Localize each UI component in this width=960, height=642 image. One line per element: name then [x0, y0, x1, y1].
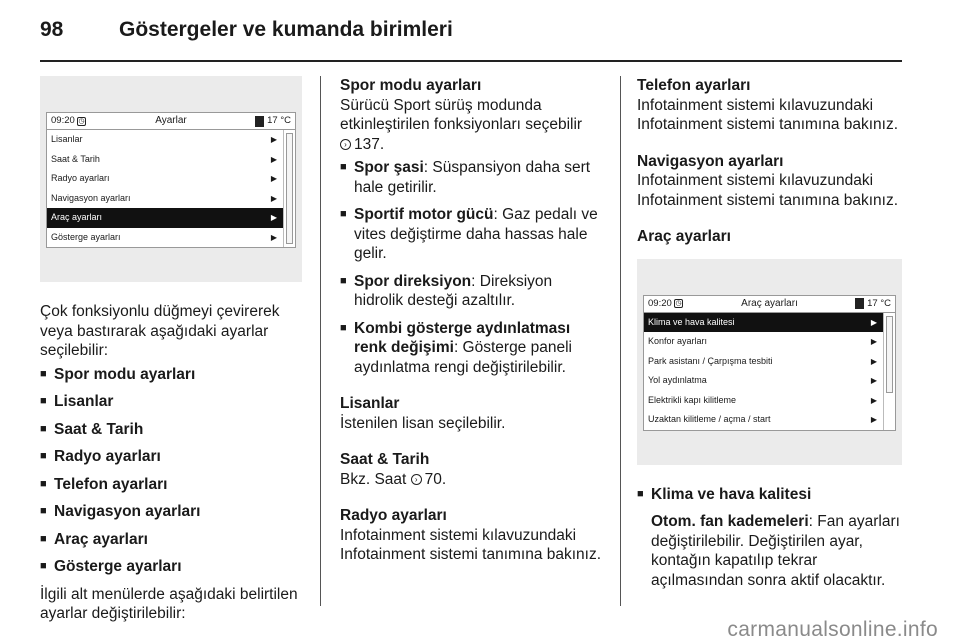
thermometer-icon — [255, 116, 264, 127]
vehicle-settings-screen-image — [637, 259, 902, 465]
section-heading: Saat & Tarih — [340, 451, 430, 468]
chevron-right-icon: ▶ — [870, 337, 877, 346]
section-text: Infotainment sistemi kılavuzundaki Infotainment sistemi tanımına bakınız. — [637, 172, 899, 209]
screen-scrollbar[interactable] — [883, 313, 895, 430]
menu-item[interactable]: Uzaktan kilitleme / açma / start ▶ — [644, 410, 883, 430]
list-item: ■ Spor şasi: Süspansiyon daha sert hale getirilir. — [340, 158, 602, 197]
list-item: ■ Saat & Tarih — [40, 420, 302, 440]
page-title: Göstergeler ve kumanda birimleri — [119, 18, 453, 41]
section-text: İstenilen lisan seçilebilir. — [340, 414, 506, 432]
fan-setting-text: Otom. fan kademeleri: Fan ayarları değiştirilebilir. Değiştirilen ayar, kontağın kapatılıp tekrar açılmasından sonra aktif olacaktır. — [651, 513, 900, 589]
section-heading: Radyo ayarları — [340, 507, 447, 524]
page-reference-icon: › — [411, 474, 422, 485]
chevron-right-icon: ▶ — [870, 317, 877, 327]
scrollbar-thumb[interactable] — [286, 133, 293, 244]
clock-icon: ◷ — [78, 117, 85, 125]
section-heading: Navigasyon ayarları — [637, 152, 784, 170]
page-header — [40, 18, 902, 58]
menu-item[interactable]: Navigasyon ayarları ▶ — [47, 189, 283, 209]
menu-item[interactable]: Yol aydınlatma ▶ — [644, 371, 883, 391]
menu-item-selected[interactable]: Araç ayarları ▶ — [47, 208, 283, 228]
list-item: ■ Gösterge ayarları — [40, 557, 302, 577]
menu-item[interactable]: Radyo ayarları ▶ — [47, 169, 283, 189]
settings-screen-image — [40, 76, 302, 282]
chevron-right-icon: ▶ — [270, 213, 277, 222]
header-rule — [40, 60, 902, 62]
chevron-right-icon: ▶ — [870, 395, 877, 405]
watermark: carmanualsonline.info — [727, 618, 938, 641]
sport-options-list — [340, 158, 602, 377]
screen-menu-list — [47, 130, 283, 247]
section-heading: Lisanlar — [340, 395, 400, 412]
menu-item[interactable]: Lisanlar ▶ — [47, 130, 283, 150]
list-item: ■ Spor modu ayarları — [40, 365, 302, 385]
chevron-right-icon: ▶ — [870, 356, 877, 366]
display-screen — [643, 295, 896, 431]
list-item: ■ Sportif motor gücü: Gaz pedalı ve vites değiştirme daha hassas hale gelir. — [340, 205, 602, 264]
screen-time: 09:20 — [648, 297, 672, 309]
list-item: ■ Kombi gösterge aydınlatması renk değişimi: Gösterge paneli aydınlatma rengi değiştirilebilir. — [340, 319, 602, 378]
chevron-right-icon: ▶ — [870, 376, 877, 385]
settings-list — [40, 365, 302, 577]
menu-item[interactable]: Saat & Tarih ▶ — [47, 150, 283, 170]
screen-menu-list — [644, 313, 883, 430]
page-reference[interactable]: 70. — [424, 470, 447, 488]
clock-icon: ◷ — [675, 300, 682, 307]
screen-temp: 17 °C — [867, 297, 891, 309]
scrollbar-thumb[interactable] — [886, 316, 893, 394]
section-text: Infotainment sistemi kılavuzundaki Infotainment sistemi tanımına bakınız. — [340, 526, 602, 563]
intro-text: Çok fonksiyonlu düğmeyi çevirerek veya bastırarak aşağıdaki ayarlar seçilebilir: — [40, 303, 280, 359]
menu-item[interactable]: Gösterge ayarları ▶ — [47, 228, 283, 248]
page-reference-icon: › — [340, 139, 351, 150]
screen-temp: 17 °C — [267, 115, 291, 127]
screen-time: 09:20 — [51, 115, 75, 127]
section-text: Infotainment sistemi kılavuzundaki Infotainment sistemi tanımına bakınız. — [637, 96, 899, 133]
list-item: ■ Radyo ayarları — [40, 447, 302, 467]
list-item: ■ Navigasyon ayarları — [40, 502, 302, 522]
screen-status-bar — [47, 113, 295, 130]
vehicle-options-list — [637, 485, 902, 505]
column-2: Spor modu ayarları Sürücü Sport sürüş modunda etkinleştirilen fonksiyonları seçebilir › 137. ■ Spor şasi: Süspansiyon daha sert hale getirilir. ■ Sportif motor gücü: Gaz pedalı ve vites değiştirme daha hassas hale gelir. ■ Spor direksiyon: Direksiyon hidrolik desteği azaltılır. ■ Kombi gösterge aydınlatması renk değişimi: Gösterge paneli aydınlatma rengi değiştirilebilir. Lisanlar İstenilen lisan seçilebilir. Saat & Tarih Bkz. Saat › 70. Radyo ayarları Infotainment sistemi kılavuzundaki Infotainment sistemi tanımına bakınız. — [340, 76, 602, 582]
chevron-right-icon: ▶ — [270, 193, 277, 203]
thermometer-icon — [855, 298, 864, 309]
page-reference[interactable]: 137. — [354, 135, 385, 153]
menu-item-selected[interactable]: Klima ve hava kalitesi ▶ — [644, 313, 883, 333]
column-divider — [620, 76, 621, 606]
list-item: ■ Araç ayarları — [40, 530, 302, 550]
menu-item[interactable]: Konfor ayarları ▶ — [644, 332, 883, 352]
chevron-right-icon: ▶ — [270, 174, 277, 183]
screen-scrollbar[interactable] — [283, 130, 295, 247]
list-item: ■ Klima ve hava kalitesi — [637, 485, 902, 505]
screen-title: Araç ayarları — [741, 297, 798, 309]
column-divider — [320, 76, 321, 606]
display-screen — [46, 112, 296, 248]
page-number: 98 — [40, 18, 64, 41]
menu-item[interactable]: Elektrikli kapı kilitleme ▶ — [644, 391, 883, 411]
list-item: ■ Lisanlar — [40, 392, 302, 412]
menu-item[interactable]: Park asistanı / Çarpışma tesbiti ▶ — [644, 352, 883, 372]
section-heading: Spor modu ayarları — [340, 77, 482, 94]
column-1 — [40, 76, 302, 628]
outro-text: İlgili alt menülerde aşağıdaki belirtilen ayarlar değiştirilebilir: — [40, 585, 298, 622]
screen-title: Ayarlar — [155, 115, 187, 127]
list-item: ■ Telefon ayarları — [40, 475, 302, 495]
chevron-right-icon: ▶ — [870, 415, 877, 424]
section-heading: Araç ayarları — [637, 228, 731, 245]
chevron-right-icon: ▶ — [270, 154, 277, 164]
column-3 — [637, 76, 902, 590]
screen-status-bar — [644, 296, 895, 313]
section-heading: Telefon ayarları — [637, 77, 751, 94]
chevron-right-icon: ▶ — [270, 135, 277, 144]
list-item: ■ Spor direksiyon: Direksiyon hidrolik desteği azaltılır. — [340, 272, 602, 311]
chevron-right-icon: ▶ — [270, 232, 277, 242]
